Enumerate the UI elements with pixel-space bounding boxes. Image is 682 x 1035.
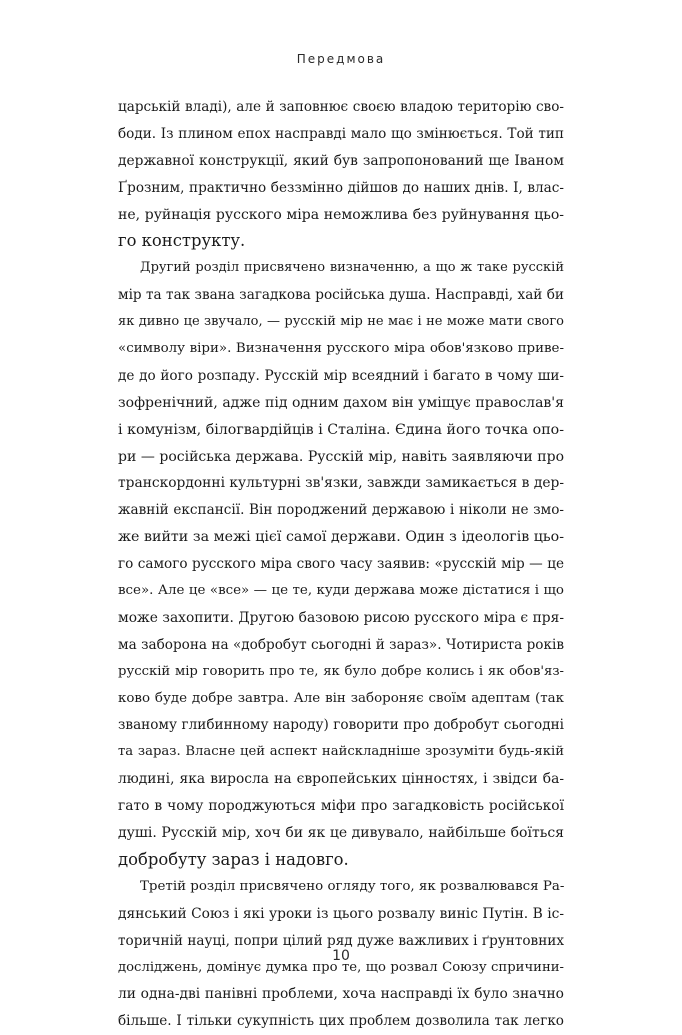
text-line: ма заборона на «добробут сьогодні й зараз». Чотириста років [118,636,564,653]
text-line: як дивно це звучало, — русскій мір не має і не може мати свого [118,314,564,330]
text-line: душі. Русскій мір, хоч би як це дивувало, найбільше боїться [118,825,564,842]
text-line: же вийти за межі цієї самої держави. Один з ідеологів цьо- [118,529,564,546]
text-line: більше. І тільки сукупність цих проблем дозволила так легко [118,1013,564,1030]
text-line: царській владі), але й заповнює своєю владою територію сво- [118,99,564,115]
text-line: торичній науці, попри цілий ряд дуже важливих і ґрунтовних [118,932,564,949]
text-line: ри — російська держава. Русскій мір, навіть заявляючи про [118,448,564,465]
text-line: Ґрозним, практично беззмінно дійшов до наших днів. І, влас- [118,179,564,196]
text-line: боди. Із плином епох насправді мало що змінюється. Той тип [118,125,564,142]
text-line: Третій розділ присвячено огляду того, як розвалювався Ра- [140,878,564,894]
text-line: «символу віри». Визначення русского міра обов'язково приве- [118,341,564,357]
text-line: добробуту зараз і надовго. [118,849,349,869]
text-line: державної конструкції, який був запропонований ще Іваном [118,152,564,169]
text-line: го конструкту. [118,231,246,251]
text-line: та зараз. Власне цей аспект найскладніше зрозуміти будь-якій [118,744,564,760]
text-line: гато в чому породжуються міфи про загадковість російської [118,798,564,815]
text-line: може захопити. Другою базовою рисою русского міра є пря- [118,609,564,626]
text-line: і комунізм, білогвардійців і Сталіна. Єдина його точка опо- [118,421,564,438]
text-line: досліджень, домінує думка про те, що розвал Союзу спричини- [118,959,564,975]
text-line: русскій мір говорить про те, як було добре колись і як обов'яз- [118,663,564,679]
text-line: го самого русского міра свого часу заявив: «русскій мір — це [118,556,564,573]
text-line: званому глибинному народу) говорити про добробут сьогодні [118,717,564,734]
text-line: не, руйнація русского міра неможлива без руйнування цьо- [118,206,564,223]
text-line: дянський Союз і які уроки із цього розвалу виніс Путін. В іс- [118,905,564,922]
running-header: Передмова [296,52,386,66]
text-line: ково буде добре завтра. Але він забороняє своїм адептам (так [118,690,564,706]
text-line: мір та так звана загадкова російська душа. Насправді, хай би [118,287,564,304]
text-line: де до його розпаду. Русскій мір всеядний і багато в чому ши- [118,367,564,384]
text-line: все». Але це «все» — це те, куди держава може дістатися і що [118,583,564,599]
text-line: ли одна-дві панівні проблеми, хоча насправді їх було значно [118,986,564,1003]
text-line: людині, яка виросла на європейських цінностях, і звідси ба- [118,771,564,788]
text-line: зофренічний, адже під одним дахом він уміщує православ'я [118,394,564,411]
text-line: жавній експансії. Він породжений державою і ніколи не змо- [118,502,564,519]
page-number: 10 [332,948,350,964]
body-text [118,94,564,1035]
text-line: транскордонні культурні зв'язки, завжди замикається в дер- [118,475,564,492]
text-line: Другий розділ присвячено визначенню, а що ж таке русскій [140,260,564,276]
